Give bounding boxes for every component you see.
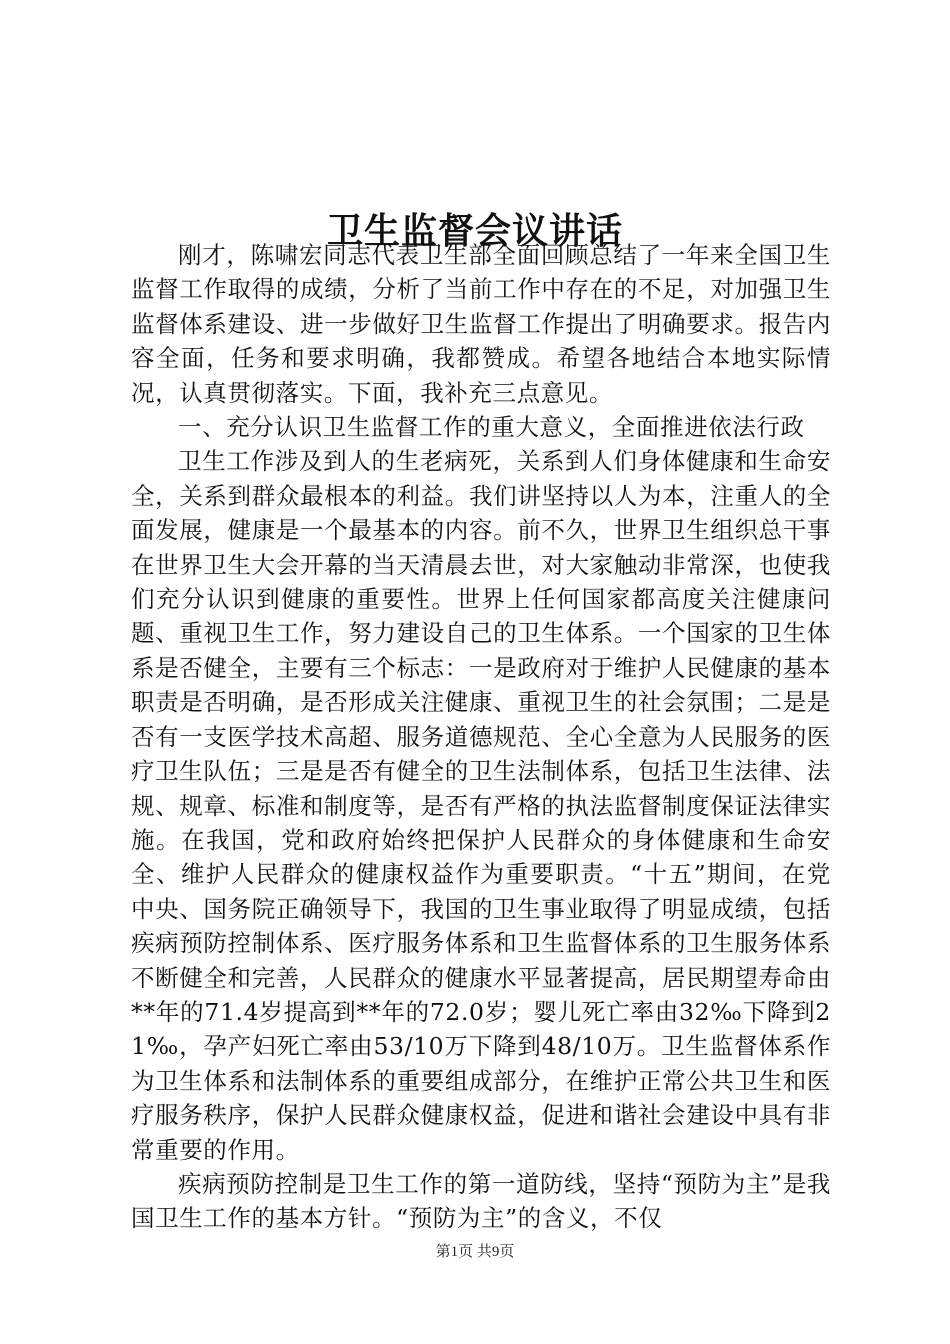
- paragraph-health-system: 卫生工作涉及到人的生老病死，关系到人们身体健康和生命安全，关系到群众最根本的利益。我们讲坚持以人为本，注重人的全面发展，健康是一个最基本的内容。前不久，世界卫生组织总干事在世界卫生大会开幕的当天清晨去世，对大家触动非常深，也使我们充分认识到健康的重要性。世界上任何国家都高度关注健康问题、重视卫生工作，努力建设自己的卫生体系。一个国家的卫生体系是否健全，主要有三个标志：一是政府对于维护人民健康的基本职责是否明确，是否形成关注健康、重视卫生的社会氛围；二是是否有一支医学技术高超、服务道德规范、全心全意为人民服务的医疗卫生队伍；三是是否有健全的卫生法制体系，包括卫生法律、法规、规章、标准和制度等，是否有严格的执法监督制度保证法律实施。在我国，党和政府始终把保护人民群众的身体健康和生命安全、维护人民群众的健康权益作为重要职责。“十五”期间，在党中央、国务院正确领导下，我国的卫生事业取得了明显成绩，包括疾病预防控制体系、医疗服务体系和卫生监督体系的卫生服务体系不断健全和完善，人民群众的健康水平显著提高，居民期望寿命由**年的71.4岁提高到**年的72.0岁；婴儿死亡率由32‰下降到21‰，孕产妇死亡率由53/10万下降到48/10万。卫生监督体系作为卫生体系和法制体系的重要组成部分，在维护正常公共卫生和医疗服务秩序，保护人民群众健康权益，促进和谐社会建设中具有非常重要的作用。: [131, 447, 831, 1164]
- paragraph-intro: 刚才，陈啸宏同志代表卫生部全面回顾总结了一年来全国卫生监督工作取得的成绩，分析了当前工作中存在的不足，对加强卫生监督体系建设、进一步做好卫生监督工作提出了明确要求。报告内容全面，任务和要求明确，我都赞成。希望各地结合本地实际情况，认真贯彻落实。下面，我补充三点意见。: [131, 241, 831, 407]
- paragraph-disease-prevention: 疾病预防控制是卫生工作的第一道防线，坚持“预防为主”是我国卫生工作的基本方针。“预防为主”的含义，不仅: [131, 1169, 831, 1233]
- page-title: 卫生监督会议讲话: [326, 211, 623, 253]
- section-heading-1: 一、充分认识卫生监督工作的重大意义，全面推进依法行政: [178, 413, 805, 442]
- document-body: [131, 238, 831, 1236]
- page-number: 第1页 共9页: [435, 1244, 515, 1260]
